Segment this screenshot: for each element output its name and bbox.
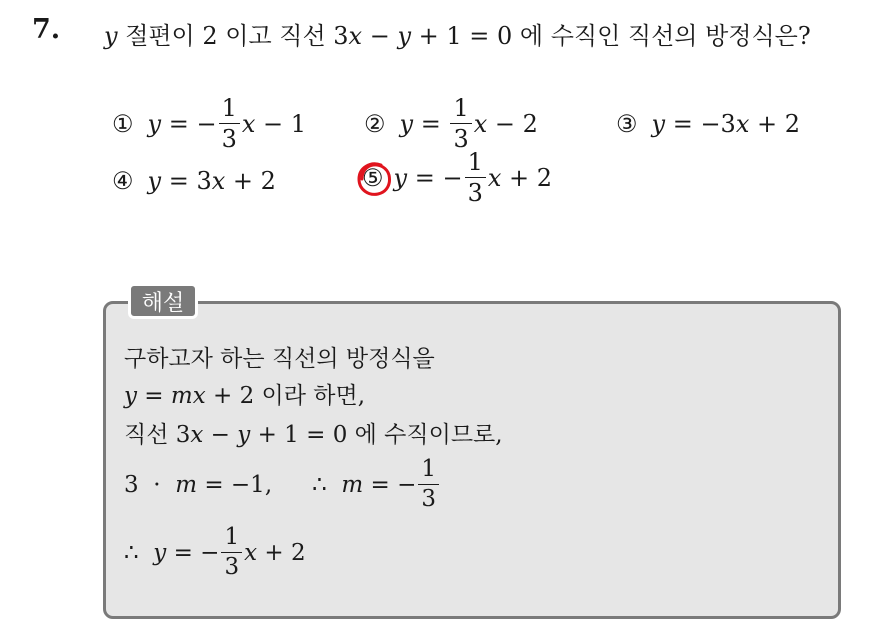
solution-line-2	[124, 377, 365, 410]
choice-1-lhs: y	[147, 109, 162, 138]
solution-line-5	[124, 526, 306, 579]
choice-3-eq: = −3	[665, 110, 736, 138]
choice-4-lhs: y	[147, 167, 162, 195]
choice-1-numerator: 1	[219, 96, 240, 124]
solution-line-4-therefore: ∴	[312, 471, 342, 498]
choice-2-eq: =	[413, 109, 449, 138]
choice-2-lhs: y	[399, 109, 414, 138]
solution-line-3-a: 직선 3	[124, 422, 191, 448]
question-var-y: y	[104, 22, 118, 50]
choice-2-rest: − 2	[487, 109, 538, 138]
solution-line-2-eq: =	[137, 383, 171, 409]
choice-5-lhs: y	[393, 163, 408, 192]
choice-3-marker: ③	[616, 110, 638, 138]
choice-1-marker: ①	[112, 109, 134, 138]
answer-circle-mark	[354, 159, 394, 199]
choice-5-rest: + 2	[501, 163, 553, 192]
solution-tag: 해설	[128, 283, 198, 319]
question-text-mid: 절편이 2 이고 직선 3	[117, 22, 349, 50]
choice-4[interactable]	[112, 167, 276, 195]
choice-1-var: x	[241, 109, 256, 138]
choice-2-marker: ②	[364, 109, 386, 138]
answer-circle-stroke	[359, 164, 390, 195]
choice-3[interactable]	[616, 110, 800, 138]
question-number: 7.	[32, 14, 61, 45]
solution-line-4-m2: m	[341, 471, 364, 498]
solution-line-4-fraction	[418, 458, 439, 511]
question-var-x: x	[348, 22, 363, 50]
solution-line-4-m: m	[175, 471, 198, 498]
solution-line-5-eq: = −	[166, 539, 220, 566]
solution-line-4-c: = −	[363, 471, 417, 498]
solution-line-5-therefore: ∴	[124, 539, 154, 566]
solution-line-5-x: x	[244, 539, 258, 566]
choice-5-denominator: 3	[467, 179, 483, 207]
solution-line-4-numerator: 1	[418, 458, 439, 485]
choice-5-eq: = −	[407, 163, 463, 192]
choice-2-denominator: 3	[453, 125, 469, 153]
question-minus: −	[362, 22, 398, 50]
choice-4-rest: + 2	[225, 167, 276, 195]
solution-line-1: 구하고자 하는 직선의 방정식을	[124, 346, 435, 372]
solution-line-5-fraction	[221, 526, 242, 579]
choice-1-denominator: 3	[221, 125, 237, 153]
question-text	[104, 16, 811, 51]
solution-line-5-denominator: 3	[224, 554, 240, 580]
choice-5-numerator: 1	[465, 150, 486, 178]
choice-5-var: x	[487, 163, 502, 192]
solution-line-5-y: y	[153, 539, 167, 566]
solution-line-4-denominator: 3	[421, 486, 437, 512]
solution-line-3-y: y	[237, 422, 251, 448]
solution-line-4	[124, 458, 441, 511]
choice-2-var: x	[473, 109, 488, 138]
solution-line-4-a: 3 ·	[124, 471, 176, 498]
choice-2-fraction	[450, 96, 471, 151]
choice-5-marker: ⑤	[362, 163, 384, 192]
choice-3-rest: + 2	[749, 110, 801, 138]
question-text-post: + 1 = 0 에 수직인 직선의 방정식은?	[411, 22, 811, 50]
choice-1[interactable]	[112, 96, 306, 151]
solution-line-5-numerator: 1	[221, 526, 242, 553]
solution-line-2-y: y	[124, 383, 137, 409]
choice-3-var: x	[735, 110, 750, 138]
choice-1-fraction	[219, 96, 240, 151]
solution-line-5-rest: + 2	[257, 539, 306, 566]
solution-line-3-x: x	[190, 422, 204, 448]
solution-line-3-c: + 1 = 0 에 수직이므로,	[250, 422, 503, 448]
choice-4-eq: = 3	[161, 167, 212, 195]
solution-line-3-b: −	[203, 422, 238, 448]
choice-4-marker: ④	[112, 167, 134, 195]
choice-1-rest: − 1	[255, 109, 307, 138]
solution-line-4-b: = −1,	[197, 471, 273, 498]
question-var-y2: y	[397, 22, 412, 50]
choice-3-lhs: y	[651, 110, 666, 138]
choice-5-fraction	[465, 150, 486, 205]
solution-line-2-rest: + 2 이라 하면,	[205, 383, 366, 409]
choice-2[interactable]	[364, 96, 538, 151]
choice-1-eq: = −	[161, 109, 217, 138]
solution-line-2-mx: mx	[170, 383, 206, 409]
solution-line-3	[124, 416, 503, 449]
choice-2-numerator: 1	[450, 96, 471, 124]
choice-4-var: x	[211, 167, 226, 195]
